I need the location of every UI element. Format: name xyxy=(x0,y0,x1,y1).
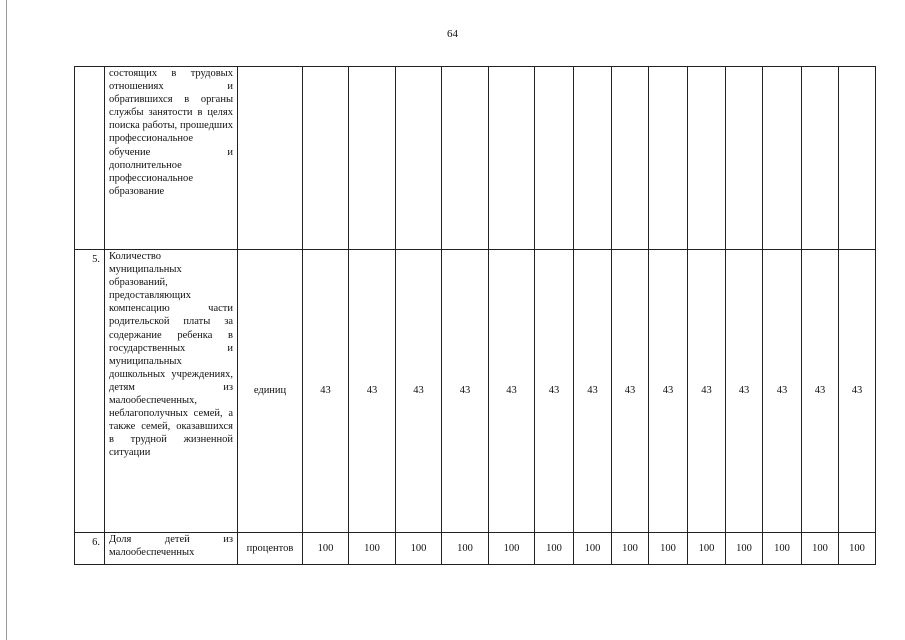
page-number: 64 xyxy=(447,28,458,40)
value-cell xyxy=(489,67,535,250)
value-cell: 100 xyxy=(535,533,574,565)
value-cell xyxy=(574,67,612,250)
value-cell: 43 xyxy=(839,250,876,533)
value-cell: 43 xyxy=(612,250,649,533)
unit-of-measure: единиц xyxy=(238,250,303,533)
value-cell: 100 xyxy=(688,533,726,565)
value-cell: 43 xyxy=(535,250,574,533)
value-cell xyxy=(763,67,802,250)
value-cell: 43 xyxy=(649,250,688,533)
value-cell xyxy=(349,67,396,250)
value-cell: 43 xyxy=(574,250,612,533)
table-row xyxy=(75,250,876,533)
value-cell: 43 xyxy=(802,250,839,533)
value-cell: 100 xyxy=(396,533,442,565)
value-cell: 100 xyxy=(763,533,802,565)
value-cell xyxy=(612,67,649,250)
value-cell: 100 xyxy=(802,533,839,565)
value-cell xyxy=(535,67,574,250)
page-edge-line xyxy=(6,0,7,640)
row-number: 5. xyxy=(75,250,105,533)
value-cell: 100 xyxy=(303,533,349,565)
value-cell: 43 xyxy=(688,250,726,533)
indicator-name: состоящих в трудовых отношениях и обратившихся в органы службы занятости в целях поиска работы, прошедших профессиональное обучение и дополнительное профессиональное образование xyxy=(105,67,238,250)
indicator-name: Доля детей из малообеспеченных xyxy=(105,533,238,565)
value-cell: 100 xyxy=(349,533,396,565)
table-row xyxy=(75,533,876,565)
value-cell: 100 xyxy=(726,533,763,565)
row-number: 6. xyxy=(75,533,105,565)
value-cell xyxy=(726,67,763,250)
table-row xyxy=(75,67,876,250)
unit-of-measure xyxy=(238,67,303,250)
value-cell: 43 xyxy=(349,250,396,533)
data-table xyxy=(74,66,876,565)
value-cell: 100 xyxy=(612,533,649,565)
value-cell: 43 xyxy=(726,250,763,533)
unit-of-measure: процентов xyxy=(238,533,303,565)
value-cell xyxy=(442,67,489,250)
value-cell: 43 xyxy=(303,250,349,533)
value-cell xyxy=(303,67,349,250)
value-cell xyxy=(839,67,876,250)
value-cell: 100 xyxy=(574,533,612,565)
value-cell xyxy=(396,67,442,250)
value-cell xyxy=(688,67,726,250)
value-cell: 43 xyxy=(442,250,489,533)
value-cell: 100 xyxy=(649,533,688,565)
value-cell: 100 xyxy=(442,533,489,565)
value-cell: 100 xyxy=(839,533,876,565)
value-cell: 100 xyxy=(489,533,535,565)
value-cell xyxy=(649,67,688,250)
value-cell: 43 xyxy=(396,250,442,533)
value-cell xyxy=(802,67,839,250)
value-cell: 43 xyxy=(763,250,802,533)
value-cell: 43 xyxy=(489,250,535,533)
row-number xyxy=(75,67,105,250)
indicator-name: Количество муниципальных образований, предоставляющих компенсацию части родительской платы за содержание ребенка в государственных и муниципальных дошкольных учреждениях, детям из малообеспеченных, неблагополучных семей, а также семей, оказавшихся в трудной жизненной ситуации xyxy=(105,250,238,533)
